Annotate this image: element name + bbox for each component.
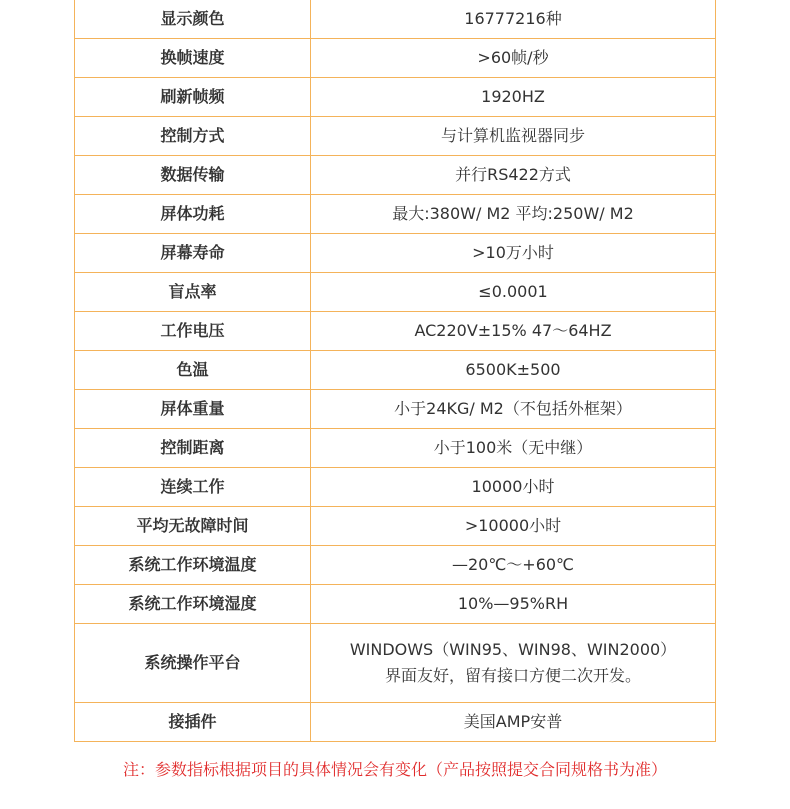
spec-value-line: 最大:380W/ M2 平均:250W/ M2 [392,203,634,223]
spec-row [75,272,716,311]
spec-key: 屏体重量 [75,389,311,428]
spec-value [311,272,716,311]
spec-value [311,702,716,741]
spec-value-line: 界面友好，留有接口方便二次开发。 [384,665,641,685]
spec-table-body [75,0,716,741]
spec-row [75,545,716,584]
spec-value [311,77,716,116]
disclaimer-note: 注：参数指标根据项目的具体情况会有变化（产品按照提交合同规格书为准） [122,760,667,779]
spec-value [311,194,716,233]
spec-table [74,0,716,742]
spec-key: 盲点率 [75,272,311,311]
spec-value [311,0,716,38]
spec-value [311,506,716,545]
spec-key: 色温 [75,350,311,389]
spec-key: 系统操作平台 [75,623,311,702]
spec-value-line: >10000小时 [464,515,562,535]
spec-value-line: 并行RS422方式 [455,164,571,184]
spec-row [75,38,716,77]
spec-value [311,38,716,77]
spec-row [75,350,716,389]
spec-value [311,155,716,194]
spec-value [311,116,716,155]
spec-key: 刷新帧频 [75,77,311,116]
spec-value-line: —20℃～+60℃ [451,554,575,574]
spec-row [75,428,716,467]
spec-value [311,389,716,428]
spec-value-line: WINDOWS（WIN95、WIN98、WIN2000） [349,639,677,659]
spec-key: 系统工作环境湿度 [75,584,311,623]
spec-value-line: >60帧/秒 [477,47,549,67]
spec-key: 屏体功耗 [75,194,311,233]
spec-row [75,389,716,428]
spec-value-line: 小于24KG/ M2（不包括外框架） [394,398,632,418]
spec-value-line: 与计算机监视器同步 [440,125,585,145]
spec-value-line: 6500K±500 [465,359,561,379]
spec-key: 连续工作 [75,467,311,506]
spec-value-line: 美国AMP安普 [463,711,563,731]
spec-row [75,467,716,506]
spec-value [311,350,716,389]
spec-key: 工作电压 [75,311,311,350]
spec-value [311,428,716,467]
spec-key: 换帧速度 [75,38,311,77]
spec-key: 显示颜色 [75,0,311,38]
spec-row [75,623,716,702]
spec-row [75,584,716,623]
spec-key: 屏幕寿命 [75,233,311,272]
spec-key: 控制距离 [75,428,311,467]
spec-value [311,584,716,623]
spec-row [75,233,716,272]
spec-value-line: 10000小时 [471,476,555,496]
spec-row [75,194,716,233]
spec-row [75,77,716,116]
spec-key: 平均无故障时间 [75,506,311,545]
spec-value [311,623,716,702]
spec-key: 数据传输 [75,155,311,194]
spec-value [311,233,716,272]
spec-key: 系统工作环境温度 [75,545,311,584]
spec-value [311,311,716,350]
spec-value-line: >10万小时 [472,242,554,262]
spec-row [75,155,716,194]
spec-row [75,116,716,155]
spec-key: 接插件 [75,702,311,741]
spec-value-line: ≤0.0001 [478,281,548,301]
spec-value-line: AC220V±15% 47～64HZ [414,320,612,340]
spec-value-line: 10%—95%RH [457,593,569,613]
spec-value-line: 1920HZ [481,86,545,106]
spec-row [75,506,716,545]
spec-value [311,467,716,506]
spec-row [75,311,716,350]
spec-value [311,545,716,584]
spec-row [75,0,716,38]
spec-value-line: 16777216种 [464,8,562,28]
spec-row [75,702,716,741]
spec-value-line: 小于100米（无中继） [433,437,593,457]
spec-key: 控制方式 [75,116,311,155]
